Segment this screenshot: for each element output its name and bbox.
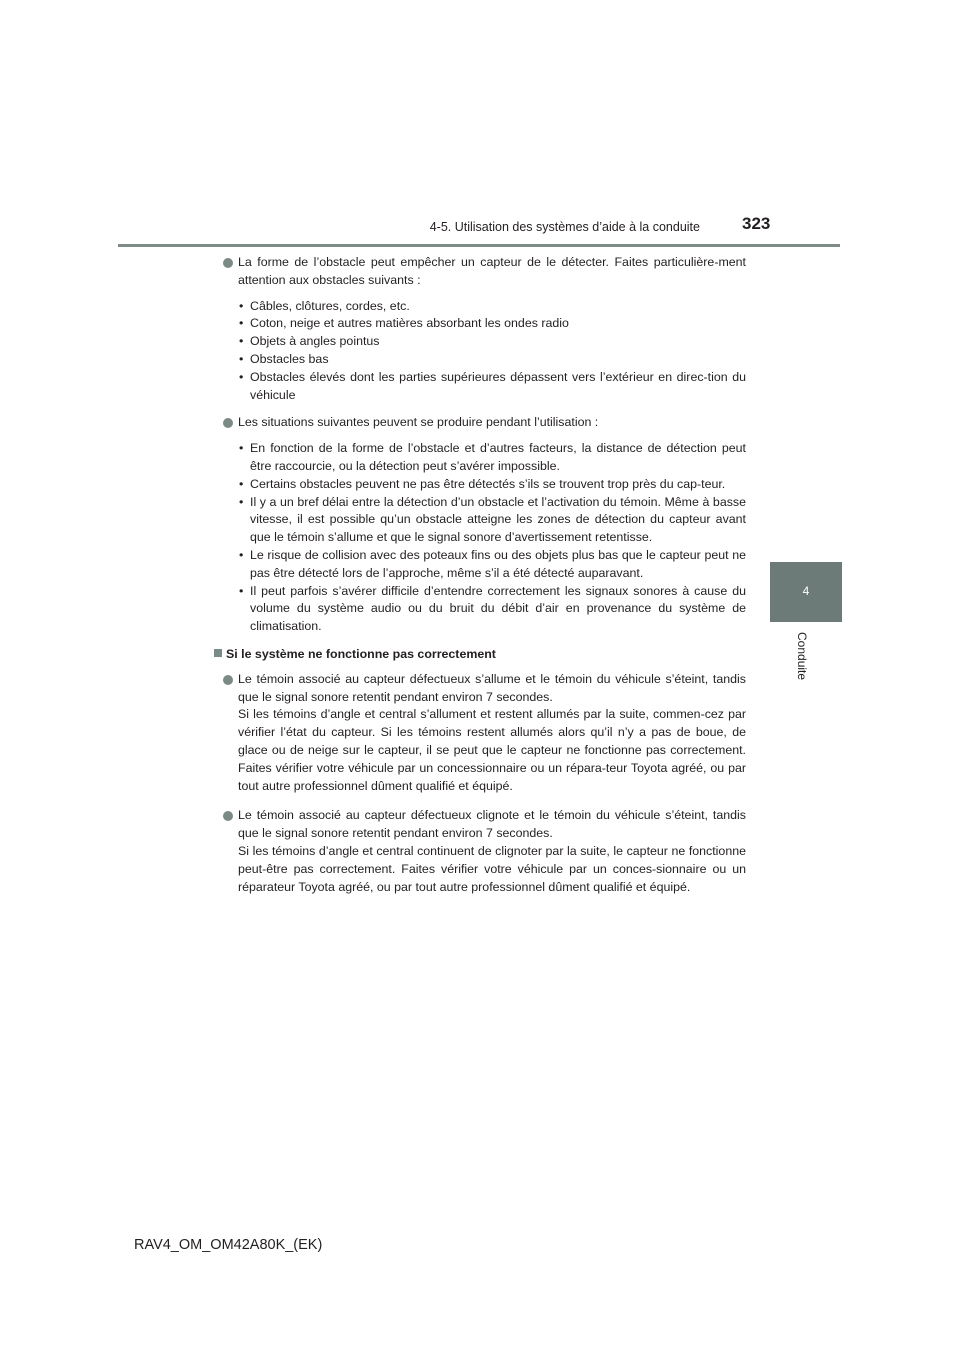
paragraph-text: Si les témoins d’angle et central continuent de clignoter par la suite, le capteur ne fonctionne peut-être pas correctement. Faites vérifier votre véhicule par un conces-sionnaire ou un réparateur Toyota agréé, ou par tout autre professionnel dûment qualifié et équipé. (238, 843, 746, 894)
list-item: • Coton, neige et autres matières absorbant les ondes radio (222, 315, 746, 333)
bullet-dot-icon: • (239, 476, 244, 491)
bullet-dot-icon: • (239, 316, 244, 331)
page-content (222, 254, 746, 908)
bullet-dot-icon: • (239, 351, 244, 366)
header-divider (118, 244, 840, 247)
bullet-dot-icon: • (239, 494, 244, 509)
chapter-label: Conduite (795, 632, 809, 681)
paragraph-obstacle-shape (222, 254, 746, 290)
bullet-dot-icon: • (239, 547, 244, 562)
circle-bullet-icon (223, 258, 233, 268)
obstacle-list (222, 298, 746, 405)
list-item: • Obstacles élevés dont les parties supérieures dépassent vers l’extérieur en direc-tion du véhicule (239, 369, 746, 402)
document-id: RAV4_OM_OM42A80K_(EK) (134, 1237, 323, 1253)
list-item: • Obstacles bas (222, 351, 746, 369)
bullet-dot-icon: • (239, 583, 244, 598)
paragraph-text: La forme de l’obstacle peut empêcher un capteur de le détecter. Faites particulière-ment attention aux obstacles suivants : (238, 255, 746, 287)
circle-bullet-icon (223, 418, 233, 428)
circle-bullet-icon (223, 675, 233, 685)
paragraph-situations (222, 414, 746, 432)
list-item: • Il peut parfois s’avérer difficile d’entendre correctement les signaux sonores à cause du volume du système audio ou du bruit du débit d’air en provenance du système de climatisation. (239, 583, 746, 634)
bullet-dot-icon: • (239, 369, 244, 384)
chapter-tab (770, 562, 842, 622)
paragraph-malfunction-flashing (222, 807, 746, 896)
list-item: • Câbles, clôtures, cordes, etc. (222, 298, 746, 316)
paragraph-text: Si les témoins d’angle et central s’allument et restent allumés par la suite, commen-cez par vérifier l’état du capteur. Si les témoins restent allumés alors qu’il n’y a pas de boue, de glace ou de neige sur le capteur, il se peut que le capteur ne fonctionne pas correctement. Faites vérifier votre véhicule par un concessionnaire ou un répara-teur Toyota agréé, ou par tout autre professionnel dûment qualifié et équipé. (238, 707, 746, 793)
paragraph-text: Les situations suivantes peuvent se produire pendant l’utilisation : (238, 415, 599, 430)
list-item: • Certains obstacles peuvent ne pas être détectés s’ils se trouvent trop près du cap-teur. (222, 476, 746, 494)
list-item: • Le risque de collision avec des poteaux fins ou des objets plus bas que le capteur peut ne pas être détecté lors de l’approche, même s’il a été détecté auparavant. (239, 547, 746, 580)
paragraph-text: Le témoin associé au capteur défectueux s’allume et le témoin du véhicule s’éteint, tandis que le signal sonore retentit pendant environ 7 secondes. (238, 671, 746, 704)
chapter-number: 4 (802, 584, 810, 598)
paragraph-text: Le témoin associé au capteur défectueux clignote et le témoin du véhicule s’éteint, tandis que le signal sonore retentit pendant environ 7 secondes. (238, 808, 746, 841)
heading-text: Si le système ne fonctionne pas correctement (226, 646, 496, 661)
situations-list (222, 440, 746, 636)
list-item: • Objets à angles pointus (222, 333, 746, 351)
section-heading (214, 646, 746, 664)
list-item: • Il y a un bref délai entre la détection d’un obstacle et l’activation du témoin. Même à basse vitesse, il est possible qu’un obstacle atteigne les zones de détection du capteur avant que le témoin s’allume et que le signal sonore d’avertissement retentisse. (239, 494, 746, 545)
bullet-dot-icon: • (239, 334, 244, 349)
list-item: • En fonction de la forme de l’obstacle et d’autres facteurs, la distance de détection peut être raccourcie, ou la détection peut s’avérer impossible. (239, 441, 746, 473)
square-bullet-icon (214, 649, 222, 657)
page-number: 323 (742, 214, 771, 233)
bullet-dot-icon: • (239, 441, 244, 456)
circle-bullet-icon (223, 811, 233, 821)
section-title: 4-5. Utilisation des systèmes d’aide à la conduite (429, 220, 700, 234)
paragraph-malfunction-lit (222, 671, 746, 796)
bullet-dot-icon: • (239, 298, 244, 313)
